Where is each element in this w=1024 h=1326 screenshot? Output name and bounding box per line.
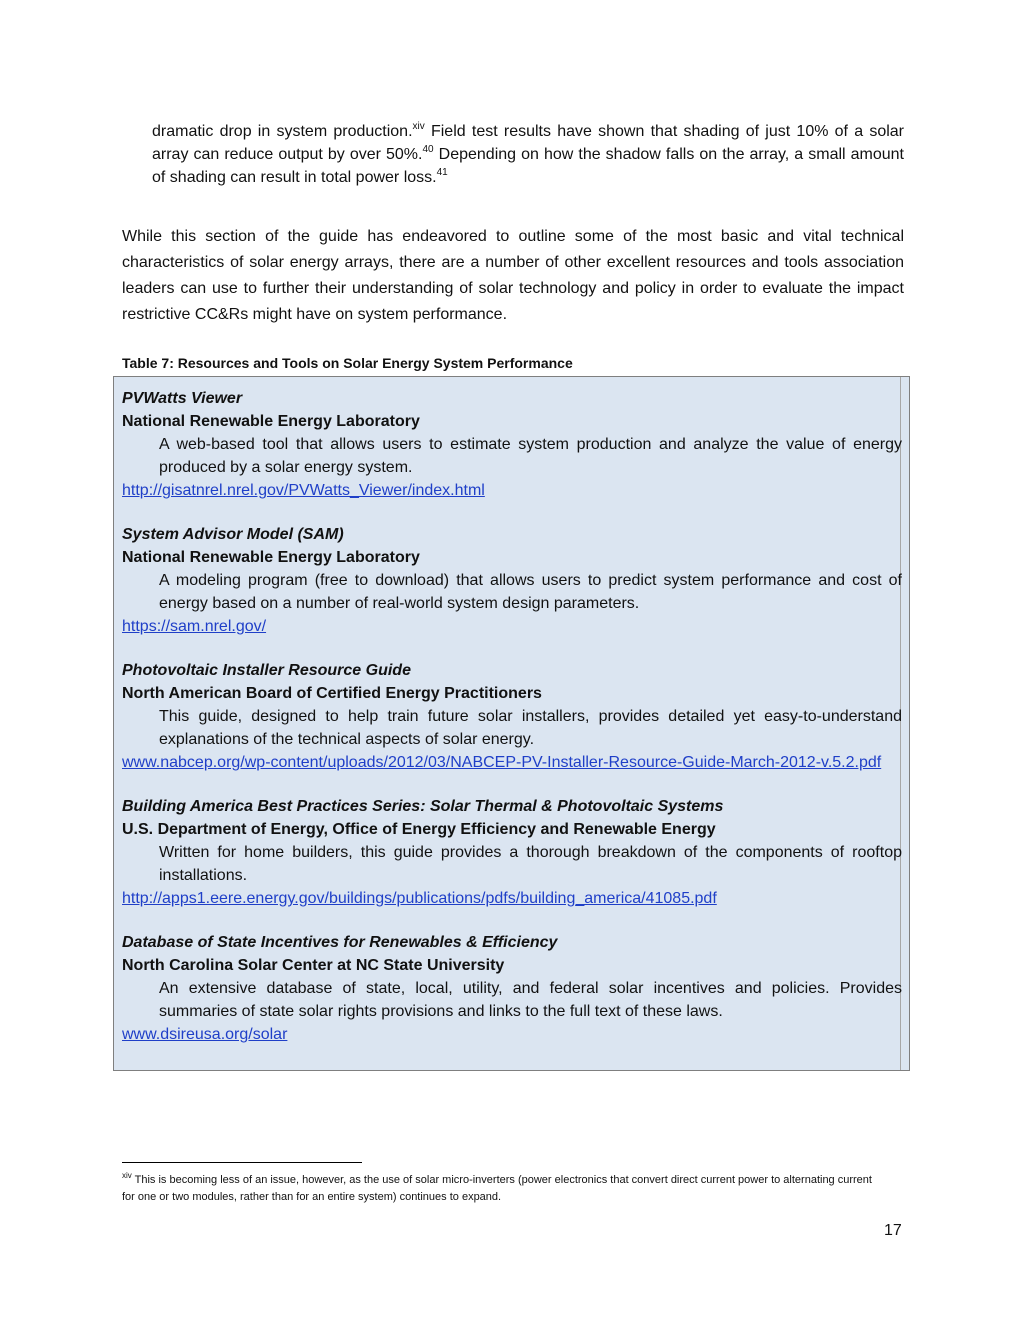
resource-title: Database of State Incentives for Renewables & Efficiency — [122, 934, 558, 951]
resource-description: An extensive database of state, local, utility, and federal solar incentives and policies. Provides summaries of state solar rights provisions and links to the full text of these laws. — [159, 980, 902, 1020]
continuation-text-3: Depending on how the shadow falls on the array, a small amount of shading can result in total power loss. — [152, 146, 904, 186]
resource-link[interactable]: www.dsireusa.org/solar — [122, 1026, 288, 1043]
resource-entry — [122, 387, 902, 502]
footnote-text: This is becoming less of an issue, however, as the use of solar micro-inverters (power electronics that convert direct current power to alternating current for one or two modules, rather than for an entire system) continues to expand. — [122, 1174, 872, 1203]
endnote-ref-41[interactable]: 41 — [436, 167, 448, 178]
resource-title: Building America Best Practices Series: Solar Thermal & Photovoltaic Systems — [122, 798, 724, 815]
footnote-ref-xiv[interactable]: xiv — [412, 121, 425, 132]
resource-description: This guide, designed to help train future solar installers, provides detailed yet easy-to-understand explanations of the technical aspects of solar energy. — [159, 708, 902, 748]
resource-title: System Advisor Model (SAM) — [122, 526, 344, 543]
resource-organization: National Renewable Energy Laboratory — [122, 549, 420, 566]
resources-table — [113, 376, 910, 1071]
resource-description: A web-based tool that allows users to estimate system production and analyze the value of energy produced by a solar energy system. — [159, 436, 902, 476]
resource-link[interactable]: http://apps1.eere.energy.gov/buildings/publications/pdfs/building_america/41085.pdf — [122, 890, 717, 907]
resource-organization: National Renewable Energy Laboratory — [122, 413, 420, 430]
continuation-text-1: dramatic drop in system production. — [152, 123, 413, 140]
resource-entry — [122, 659, 902, 774]
resource-description: A modeling program (free to download) that allows users to predict system performance and cost of energy based on a number of real-world system design parameters. — [159, 572, 902, 612]
footnote — [122, 1172, 882, 1206]
page-number: 17 — [884, 1222, 902, 1239]
resource-entry — [122, 795, 902, 910]
resource-link[interactable]: https://sam.nrel.gov/ — [122, 618, 267, 635]
continuation-paragraph — [152, 120, 904, 189]
resource-description: Written for home builders, this guide provides a thorough breakdown of the components of rooftop installations. — [159, 844, 902, 884]
resource-list — [122, 387, 902, 1067]
footnote-separator — [122, 1162, 362, 1163]
resource-organization: North American Board of Certified Energy Practitioners — [122, 685, 542, 702]
resource-title: Photovoltaic Installer Resource Guide — [122, 662, 411, 679]
body-paragraph: While this section of the guide has endeavored to outline some of the most basic and vital technical characteristics of solar energy arrays, there are a number of other excellent resources and tools association leaders can use to further their understanding of solar technology and policy in order to evaluate the impact restrictive CC&Rs might have on system performance. — [122, 228, 904, 323]
resource-link[interactable]: http://gisatnrel.nrel.gov/PVWatts_Viewer/index.html — [122, 482, 485, 499]
footnote-marker: xiv — [122, 1171, 132, 1180]
resource-organization: North Carolina Solar Center at NC State University — [122, 957, 505, 974]
resource-title: PVWatts Viewer — [122, 390, 243, 407]
resource-entry — [122, 523, 902, 638]
endnote-ref-40[interactable]: 40 — [422, 144, 434, 155]
resource-link[interactable]: www.nabcep.org/wp-content/uploads/2012/03/NABCEP-PV-Installer-Resource-Guide-March-2012-v.5.2.pdf — [122, 754, 882, 771]
resource-organization: U.S. Department of Energy, Office of Energy Efficiency and Renewable Energy — [122, 821, 716, 838]
resource-entry — [122, 931, 902, 1046]
continuation-text-2: Field test results have shown that shading of just 10% of a solar array can reduce output by over 50%. — [152, 123, 905, 163]
table-caption: Table 7: Resources and Tools on Solar Energy System Performance — [122, 355, 573, 371]
